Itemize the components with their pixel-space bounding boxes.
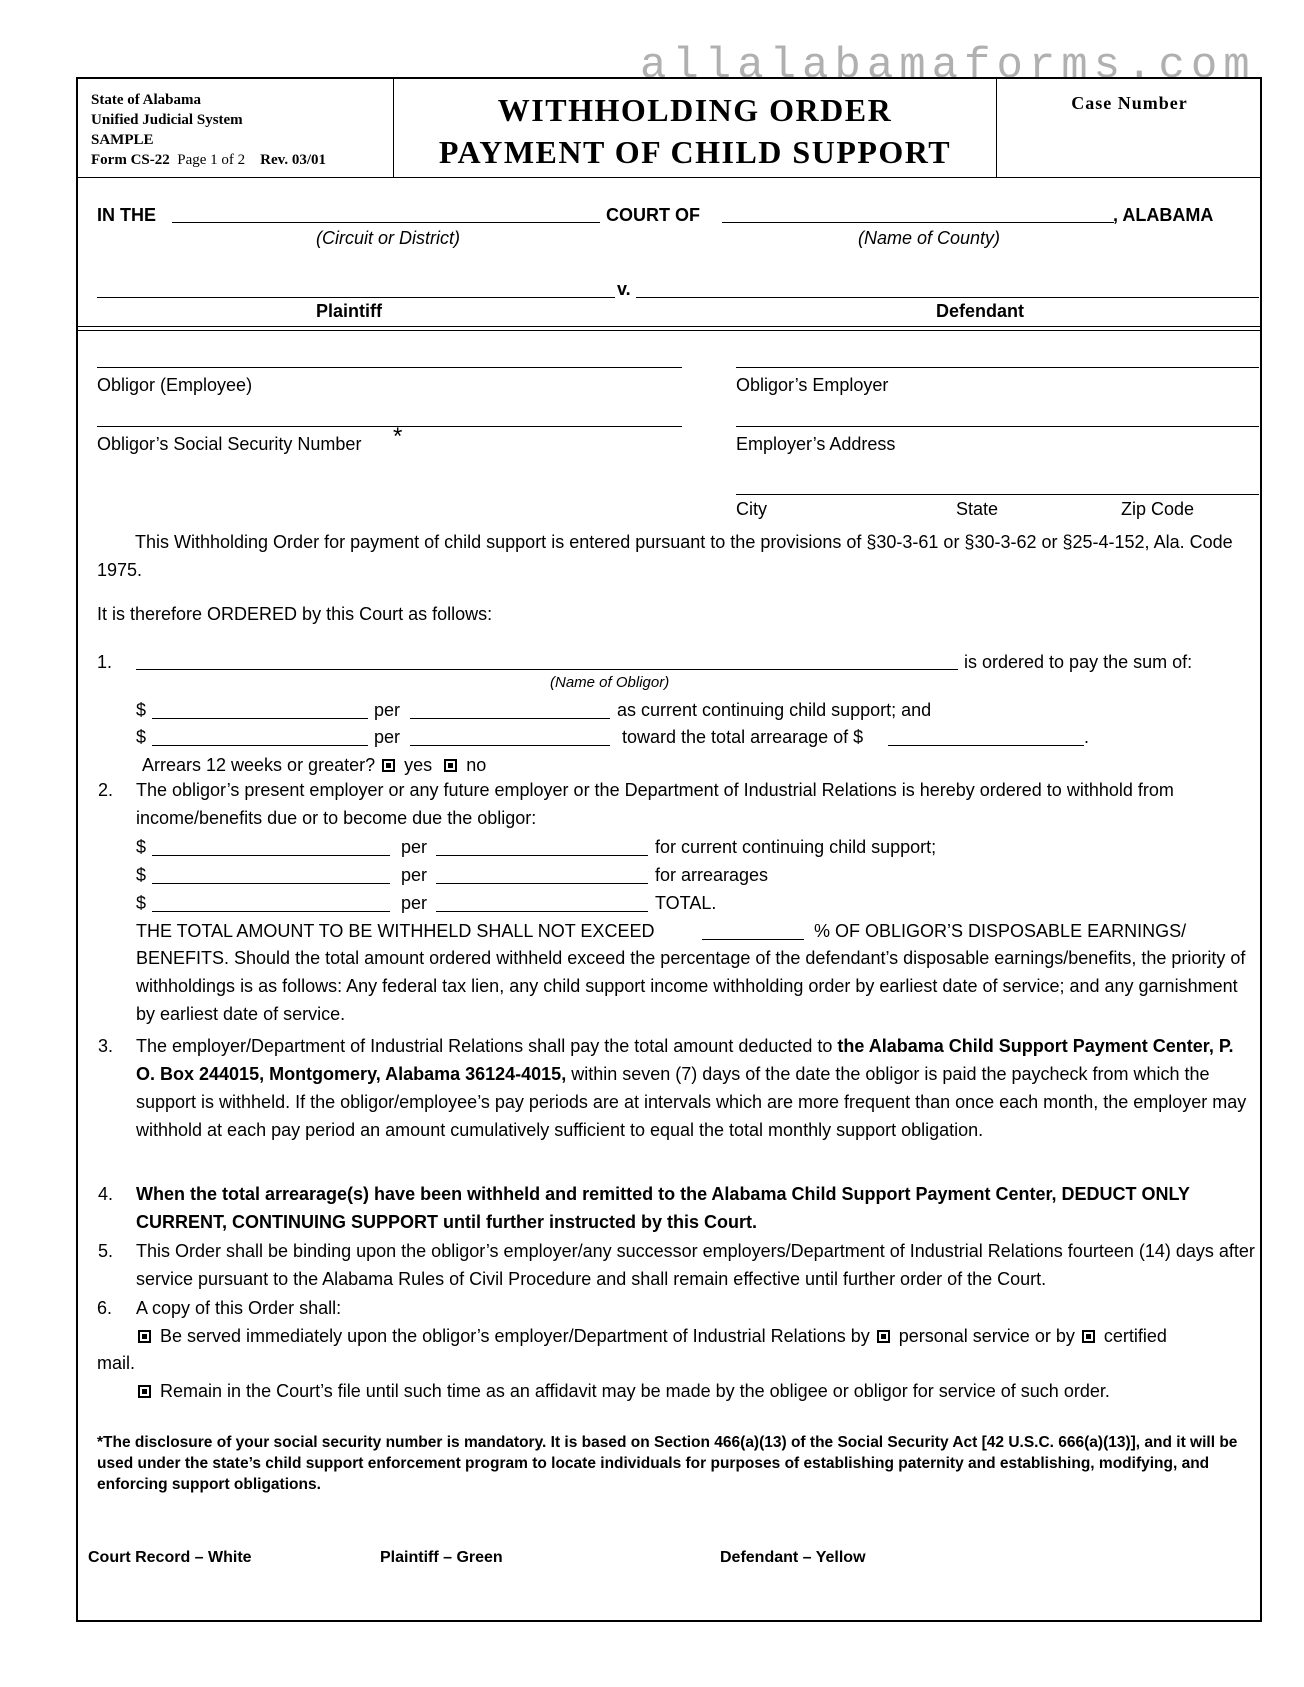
court-of-label: COURT OF	[606, 205, 700, 225]
revision: Rev. 03/01	[260, 152, 326, 168]
county-field[interactable]	[722, 222, 1114, 223]
per-label: per	[401, 837, 428, 857]
defendant-field[interactable]	[636, 297, 1259, 298]
current-amount-field[interactable]	[152, 718, 368, 719]
total-arrearage-field[interactable]	[888, 745, 1084, 746]
form-number: Form CS-22	[91, 152, 170, 168]
footer-court-copy: Court Record – White	[88, 1549, 252, 1566]
ordered-line: It is therefore ORDERED by this Court as follows:	[97, 604, 493, 624]
ssn-asterisk: *	[393, 423, 403, 450]
remain-row: Remain in the Court’s file until such time as an affidavit may be made by the obligee or obligor for service of such order.	[136, 1382, 1110, 1400]
withhold-arrear-period[interactable]	[436, 883, 648, 884]
county-hint: (Name of County)	[858, 228, 1001, 248]
item-3-text: 3. The employer/Department of Industrial Relations shall pay the total amount deducted to the Alabama Child Support Payment Center, P. O. Box 244015, Montgomery, Alabama 36124-4015, within seven (7) days of the date the obligor is paid the paycheck from which the support is withheld. If the obligor/employee’s pay periods are at intervals which are more frequent than once each month, the employer may withhold at each pay period an amount cumulatively sufficient to equal the total monthly support obligation.	[136, 1032, 1257, 1144]
court-divider-1	[76, 326, 1262, 327]
header-agency-block	[76, 77, 394, 177]
employer-address-field[interactable]	[736, 426, 1259, 427]
item-3-number: 3.	[98, 1036, 114, 1056]
payment-center-address: the Alabama Child Support Payment Center, P. O. Box 244015, Montgomery, Alabama 36124-4015,	[136, 1036, 1234, 1084]
serve-immediately-checkbox[interactable]	[138, 1330, 151, 1343]
watermark: allalabamaforms.com	[640, 41, 1256, 91]
defendant-label: Defendant	[936, 301, 1025, 321]
priority-paragraph: BENEFITS. Should the total amount ordered withheld exceed the percentage of the defendant’s disposable earnings/benefits, the priority of withholdings is as follows: Any federal tax lien, any child support income withholding order by earliest date of service; and any garnishment by earliest date of service.	[136, 948, 1246, 1024]
dollar-sign: $	[136, 700, 147, 720]
city-label: City	[736, 499, 767, 519]
form-number-line	[91, 150, 393, 170]
judicial-system: Unified Judicial System	[91, 112, 243, 128]
court-type-field[interactable]	[172, 222, 600, 223]
item-5-text: 5. This Order shall be binding upon the obligor’s employer/any successor employers/Department of Industrial Relations fourteen (14) days after service pursuant to the Alabama Rules of Civil Procedure and shall remain effective until further order of the Court.	[136, 1237, 1257, 1293]
name-hint: (Name of Obligor)	[550, 674, 670, 691]
item-1-number: 1.	[97, 652, 113, 672]
ssn-label: Obligor’s Social Security Number	[97, 434, 362, 454]
ssn-disclosure: *The disclosure of your social security number is mandatory. It is based on Section 466(a)(13) of the Social Security Act [42 U.S.C. 666(a)(13)], and it will be used under the state’s child support enforcement program to locate individuals for purposes of establishing paternity and establishing, modifying, and enforcing support obligations.	[97, 1434, 1238, 1493]
arrears-no-checkbox[interactable]	[444, 759, 457, 772]
dollar-sign: $	[136, 837, 147, 857]
item-6-number: 6.	[97, 1298, 113, 1318]
per-label: per	[374, 727, 401, 747]
item-6-intro: A copy of this Order shall:	[136, 1298, 342, 1318]
sample-label: SAMPLE	[91, 132, 154, 148]
period-mark: .	[1084, 727, 1090, 747]
obligor-name-field[interactable]	[97, 367, 682, 368]
withhold-arrear-label: for arrearages	[655, 865, 769, 885]
versus-label: v.	[617, 279, 631, 299]
footer-plaintiff-copy: Plaintiff – Green	[380, 1549, 503, 1566]
limit-b: % OF OBLIGOR’S DISPOSABLE EARNINGS/	[814, 921, 1187, 941]
withhold-arrear-amount[interactable]	[152, 883, 390, 884]
state-label: State	[956, 499, 999, 519]
employer-address-label: Employer’s Address	[736, 434, 896, 454]
plaintiff-field[interactable]	[97, 297, 615, 298]
item-2-number: 2.	[98, 780, 114, 800]
current-period-field[interactable]	[410, 718, 610, 719]
certified-mail-checkbox[interactable]	[1082, 1330, 1095, 1343]
in-the-label: IN THE	[97, 205, 157, 225]
case-number-label: Case Number	[1071, 93, 1188, 113]
toward-arrearage-label: toward the total arrearage of $	[622, 727, 864, 747]
serve-row: Be served immediately upon the obligor’s employer/Department of Industrial Relations by personal service or by certified	[136, 1327, 1167, 1345]
case-number-box[interactable]	[996, 77, 1262, 177]
city-state-zip-field[interactable]	[736, 494, 1259, 495]
per-label: per	[374, 700, 401, 720]
zip-label: Zip Code	[1121, 499, 1195, 519]
ssn-field[interactable]	[97, 426, 682, 427]
footer-defendant-copy: Defendant – Yellow	[720, 1549, 866, 1566]
item-5-number: 5.	[98, 1241, 114, 1261]
form-title	[394, 77, 996, 177]
court-divider-2	[76, 330, 1262, 331]
obligor-employee-label: Obligor (Employee)	[97, 375, 253, 395]
obligor-name-line[interactable]	[136, 669, 958, 670]
per-label: per	[401, 865, 428, 885]
employer-label: Obligor’s Employer	[736, 375, 889, 395]
ordered-sum-label: is ordered to pay the sum of:	[964, 652, 1193, 672]
no-label: no	[466, 755, 487, 775]
header-divider	[76, 177, 1262, 178]
personal-service-checkbox[interactable]	[877, 1330, 890, 1343]
withhold-current-period[interactable]	[436, 855, 648, 856]
dollar-sign: $	[136, 727, 147, 747]
title-line-1: WITHHOLDING ORDER	[497, 92, 893, 128]
item-2-text: 2. The obligor’s present employer or any future employer or the Department of Industrial Relations is hereby ordered to withhold from income/benefits due or to become due the obligor:	[136, 776, 1257, 832]
arrears-question: Arrears 12 weeks or greater?	[142, 755, 376, 775]
item-4-text: 4. When the total arrearage(s) have been withheld and remitted to the Alabama Child Support Payment Center, DEDUCT ONLY CURRENT, CONTINUING SUPPORT until further instructed by this Court.	[136, 1180, 1257, 1236]
arrears-yes-checkbox[interactable]	[382, 759, 395, 772]
remain-in-file-checkbox[interactable]	[138, 1385, 151, 1398]
page-count: Page 1 of 2	[177, 152, 246, 168]
withhold-current-label: for current continuing child support;	[655, 837, 937, 857]
arrear-period-field[interactable]	[410, 745, 610, 746]
withhold-total-amount[interactable]	[152, 911, 390, 912]
limit-percent-field[interactable]	[702, 939, 804, 940]
pursuant-paragraph: This Withholding Order for payment of child support is entered pursuant to the provisions of §30-3-61 or §30-3-62 or §25-4-152, Ala. Code 1975.	[97, 532, 1233, 580]
limit-a: THE TOTAL AMOUNT TO BE WITHHELD SHALL NOT EXCEED	[136, 921, 655, 941]
alabama-label: , ALABAMA	[1113, 205, 1214, 225]
arrear-amount-field[interactable]	[152, 745, 368, 746]
circuit-hint: (Circuit or District)	[316, 228, 460, 248]
item-4-number: 4.	[98, 1184, 114, 1204]
employer-name-field[interactable]	[736, 367, 1259, 368]
arrears-question-row	[142, 756, 486, 774]
mail-label: mail.	[97, 1353, 136, 1373]
plaintiff-label: Plaintiff	[316, 301, 382, 321]
current-support-label: as current continuing child support; and	[617, 700, 932, 720]
title-line-2: PAYMENT OF CHILD SUPPORT	[438, 134, 952, 170]
dollar-sign: $	[136, 865, 147, 885]
state-name: State of Alabama	[91, 92, 201, 108]
dollar-sign: $	[136, 893, 147, 913]
withhold-current-amount[interactable]	[152, 855, 390, 856]
withhold-total-period[interactable]	[436, 911, 648, 912]
withhold-total-label: TOTAL.	[655, 893, 717, 913]
per-label: per	[401, 893, 428, 913]
yes-label: yes	[404, 755, 433, 775]
